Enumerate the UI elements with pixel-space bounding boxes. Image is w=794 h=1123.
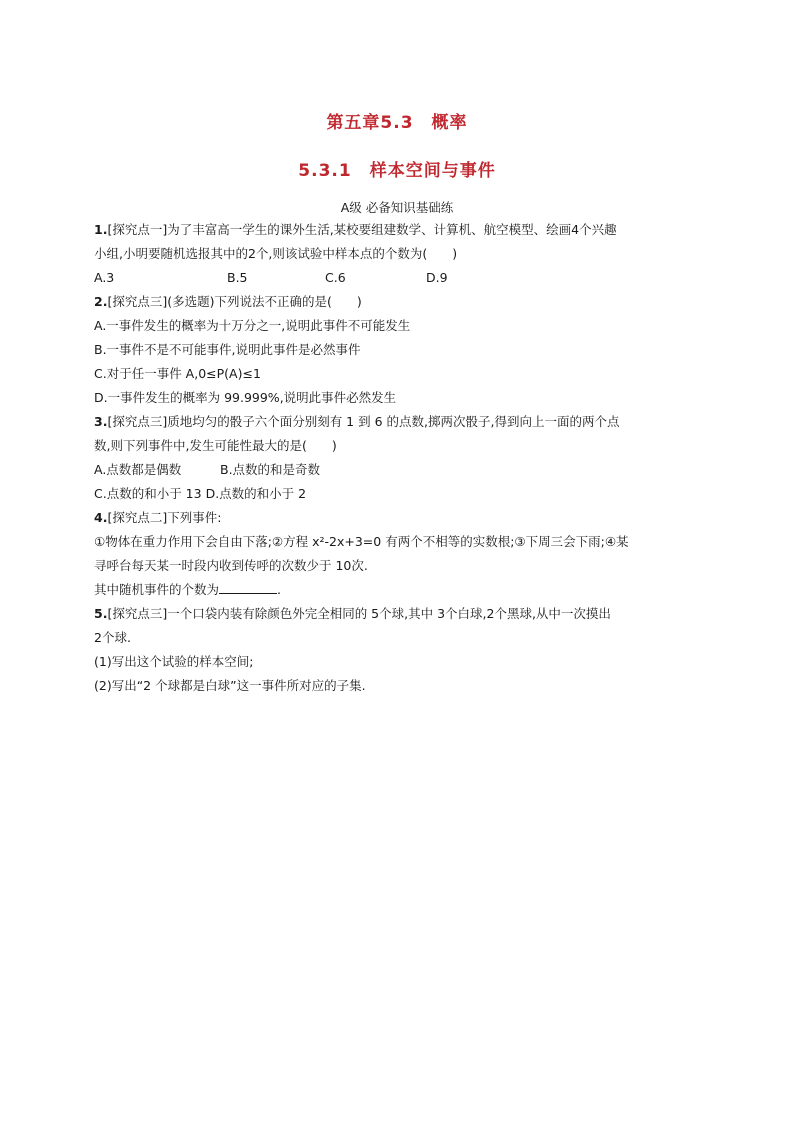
q3-options-cd — [94, 482, 704, 506]
q1-text-line1: [探究点一]为了丰富高一学生的课外生活,某校要组建数学、计算机、航空模型、绘画4个兴趣 — [107, 222, 617, 237]
q3-option-c: C.点数的和小于 13 — [94, 486, 202, 501]
q1-options — [94, 266, 704, 290]
q4-events-line2: 寻呼台每天某一时段内收到传呼的次数少于 10次. — [94, 558, 368, 573]
q2-number: 2. — [94, 294, 108, 309]
q1-line1 — [94, 218, 704, 242]
chapter-title: 第五章5.3 概率 — [326, 113, 468, 133]
q4-answer-blank[interactable] — [219, 579, 277, 594]
q4-line1 — [94, 506, 704, 530]
question-list — [94, 218, 704, 698]
q2-text: [探究点三](多选题)下列说法不正确的是( ) — [107, 294, 362, 309]
q2-option-d: D.一事件发生的概率为 99.999%,说明此事件必然发生 — [94, 390, 397, 405]
q3-option-a: A.点数都是偶数 — [94, 462, 182, 477]
q2-option-c: C.对于任一事件 A,0≤P(A)≤1 — [94, 366, 261, 381]
q5-line2: 2个球. — [94, 630, 131, 645]
q1-option-b: B.5 — [227, 270, 248, 285]
q5-text-line1: [探究点三]一个口袋内装有除颜色外完全相同的 5个球,其中 3个白球,2个黑球,从中一次摸出 — [107, 606, 611, 621]
q1-option-a: A.3 — [94, 270, 115, 285]
q1-option-d: D.9 — [426, 270, 448, 285]
q4-answer-line — [94, 578, 704, 602]
q2-option-b: B.一事件不是不可能事件,说明此事件是必然事件 — [94, 342, 361, 357]
q3-options-ab — [94, 458, 704, 482]
level-label: A级 必备知识基础练 — [340, 200, 454, 215]
q3-line2: 数,则下列事件中,发生可能性最大的是( ) — [94, 438, 337, 453]
q1-option-c: C.6 — [325, 270, 346, 285]
q5-sub2: (2)写出“2 个球都是白球”这一事件所对应的子集. — [94, 678, 366, 693]
q3-line1 — [94, 410, 704, 434]
q4-events-line1: ①物体在重力作用下会自由下落;②方程 x²-2x+3=0 有两个不相等的实数根;③下周三会下雨;④某 — [94, 534, 629, 549]
q3-option-b: B.点数的和是奇数 — [220, 462, 321, 477]
q3-number: 3. — [94, 414, 108, 429]
q3-option-d: D.点数的和小于 2 — [205, 486, 307, 501]
q5-line1 — [94, 602, 704, 626]
q5-number: 5. — [94, 606, 108, 621]
q2-option-a: A.一事件发生的概率为十万分之一,说明此事件不可能发生 — [94, 318, 411, 333]
q2-line1 — [94, 290, 704, 314]
q1-line2: 小组,小明要随机选报其中的2个,则该试验中样本点的个数为( ) — [94, 246, 458, 261]
q4-text: [探究点二]下列事件: — [107, 510, 222, 525]
q3-text-line1: [探究点三]质地均匀的骰子六个面分别刻有 1 到 6 的点数,掷两次骰子,得到向上一面的两个点 — [107, 414, 620, 429]
q4-answer-prefix: 其中随机事件的个数为 — [94, 582, 220, 597]
q5-sub1: (1)写出这个试验的样本空间; — [94, 654, 254, 669]
q1-number: 1. — [94, 222, 108, 237]
section-title: 5.3.1 样本空间与事件 — [298, 161, 496, 181]
q4-number: 4. — [94, 510, 108, 525]
q4-answer-suffix: . — [277, 582, 281, 597]
